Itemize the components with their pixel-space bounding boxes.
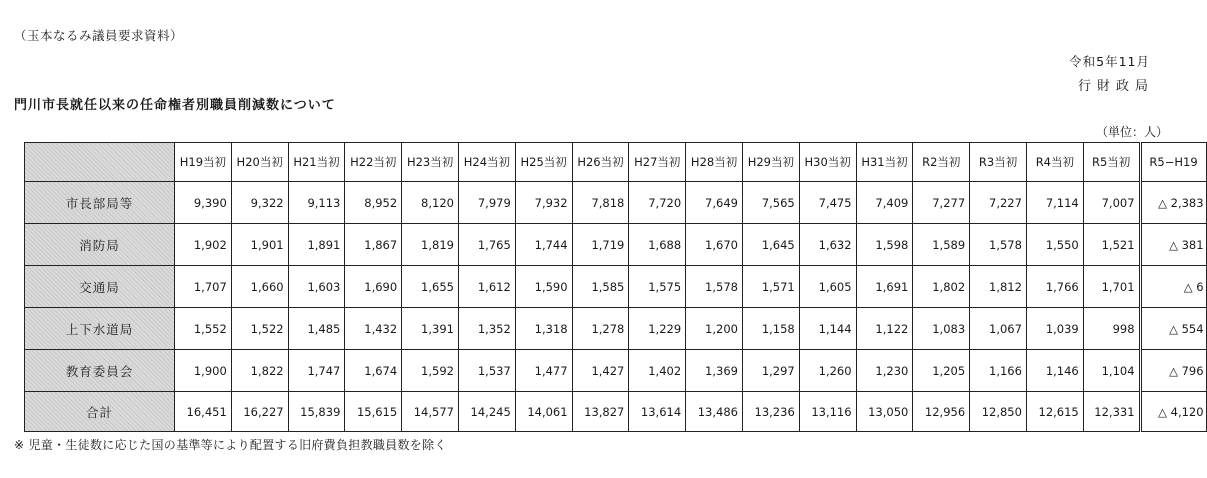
staff-count-cell: 1,701 bbox=[1083, 266, 1140, 308]
staff-count-cell: 13,827 bbox=[572, 392, 629, 432]
staff-count-cell: 7,475 bbox=[799, 182, 856, 224]
row-label: 教育委員会 bbox=[25, 350, 175, 392]
staff-count-cell: 12,956 bbox=[913, 392, 970, 432]
staff-count-cell: 1,655 bbox=[402, 266, 459, 308]
staff-count-cell: 7,277 bbox=[913, 182, 970, 224]
column-header-year: H29当初 bbox=[742, 143, 799, 182]
staff-count-cell: 7,818 bbox=[572, 182, 629, 224]
staff-count-cell: 1,812 bbox=[970, 266, 1027, 308]
staff-count-cell: 1,707 bbox=[175, 266, 232, 308]
row-label: 交通局 bbox=[25, 266, 175, 308]
table-corner-cell bbox=[25, 143, 175, 182]
staff-count-cell: 14,061 bbox=[515, 392, 572, 432]
column-header-year: H22当初 bbox=[345, 143, 402, 182]
staff-count-cell: 1,765 bbox=[458, 224, 515, 266]
staff-count-cell: 1,537 bbox=[458, 350, 515, 392]
column-header-year: H24当初 bbox=[458, 143, 515, 182]
staff-count-cell: 1,632 bbox=[799, 224, 856, 266]
column-header-year: H23当初 bbox=[402, 143, 459, 182]
staff-count-cell: 1,144 bbox=[799, 308, 856, 350]
column-header-year: R3当初 bbox=[970, 143, 1027, 182]
staff-count-cell: 1,230 bbox=[856, 350, 913, 392]
staff-count-cell: 15,615 bbox=[345, 392, 402, 432]
staff-count-cell: 1,589 bbox=[913, 224, 970, 266]
staff-count-cell: 7,565 bbox=[742, 182, 799, 224]
staff-count-cell: 7,409 bbox=[856, 182, 913, 224]
table-row bbox=[25, 266, 1207, 308]
table-total-row bbox=[25, 392, 1207, 432]
staff-count-cell: 1,598 bbox=[856, 224, 913, 266]
staff-count-cell: 1,766 bbox=[1026, 266, 1083, 308]
difference-cell: △ 381 bbox=[1140, 224, 1206, 266]
staff-count-cell: 1,690 bbox=[345, 266, 402, 308]
staff-count-cell: 8,120 bbox=[402, 182, 459, 224]
column-header-year: H25当初 bbox=[515, 143, 572, 182]
staff-count-cell: 7,649 bbox=[686, 182, 743, 224]
difference-cell: △ 554 bbox=[1140, 308, 1206, 350]
staff-count-cell: 13,236 bbox=[742, 392, 799, 432]
staff-count-cell: 1,902 bbox=[175, 224, 232, 266]
staff-count-cell: 1,585 bbox=[572, 266, 629, 308]
staff-count-cell: 1,674 bbox=[345, 350, 402, 392]
staff-count-cell: 998 bbox=[1083, 308, 1140, 350]
staff-count-cell: 1,391 bbox=[402, 308, 459, 350]
staff-count-cell: 1,427 bbox=[572, 350, 629, 392]
column-header-year: H21当初 bbox=[288, 143, 345, 182]
column-header-year: H26当初 bbox=[572, 143, 629, 182]
staff-count-cell: 1,521 bbox=[1083, 224, 1140, 266]
staff-count-cell: 1,744 bbox=[515, 224, 572, 266]
staff-count-cell: 8,952 bbox=[345, 182, 402, 224]
table-body bbox=[25, 182, 1207, 432]
row-label: 上下水道局 bbox=[25, 308, 175, 350]
staff-count-cell: 1,612 bbox=[458, 266, 515, 308]
staff-count-cell: 7,114 bbox=[1026, 182, 1083, 224]
department-name: 行財政局 bbox=[1077, 79, 1154, 94]
staff-count-cell: 1,603 bbox=[288, 266, 345, 308]
staff-count-cell: 1,578 bbox=[970, 224, 1027, 266]
staff-count-cell: 7,932 bbox=[515, 182, 572, 224]
difference-cell: △ 6 bbox=[1140, 266, 1206, 308]
staff-count-cell: 1,432 bbox=[345, 308, 402, 350]
document-title: 門川市長就任以来の任命権者別職員削減数について bbox=[14, 98, 336, 113]
column-header-difference: R5−H19 bbox=[1140, 143, 1206, 182]
staff-count-cell: 1,166 bbox=[970, 350, 1027, 392]
column-header-year: H20当初 bbox=[231, 143, 288, 182]
column-header-year: R5当初 bbox=[1083, 143, 1140, 182]
staff-count-cell: 1,901 bbox=[231, 224, 288, 266]
staff-count-cell: 1,575 bbox=[629, 266, 686, 308]
staff-count-cell: 13,486 bbox=[686, 392, 743, 432]
staff-count-cell: 1,200 bbox=[686, 308, 743, 350]
staff-count-cell: 1,402 bbox=[629, 350, 686, 392]
column-header-year: R4当初 bbox=[1026, 143, 1083, 182]
staff-count-cell: 1,067 bbox=[970, 308, 1027, 350]
staff-count-cell: 1,688 bbox=[629, 224, 686, 266]
request-note: （玉本なるみ議員要求資料） bbox=[14, 28, 184, 43]
staff-count-cell: 9,322 bbox=[231, 182, 288, 224]
staff-count-cell: 12,615 bbox=[1026, 392, 1083, 432]
staff-count-cell: 1,318 bbox=[515, 308, 572, 350]
staff-count-cell: 13,116 bbox=[799, 392, 856, 432]
staff-count-cell: 7,227 bbox=[970, 182, 1027, 224]
staff-count-cell: 1,485 bbox=[288, 308, 345, 350]
staff-count-cell: 1,670 bbox=[686, 224, 743, 266]
staff-count-cell: 1,260 bbox=[799, 350, 856, 392]
staff-count-cell: 12,850 bbox=[970, 392, 1027, 432]
staff-count-cell: 7,007 bbox=[1083, 182, 1140, 224]
staff-count-cell: 1,083 bbox=[913, 308, 970, 350]
staff-count-cell: 1,691 bbox=[856, 266, 913, 308]
staff-count-cell: 9,390 bbox=[175, 182, 232, 224]
footnote: ※ 児童・生徒数に応じた国の基準等により配置する旧府費負担教職員数を除く bbox=[14, 438, 447, 452]
staff-count-cell: 1,590 bbox=[515, 266, 572, 308]
staff-count-cell: 1,891 bbox=[288, 224, 345, 266]
staff-count-cell: 9,113 bbox=[288, 182, 345, 224]
table-row bbox=[25, 182, 1207, 224]
staff-count-cell: 1,552 bbox=[175, 308, 232, 350]
staff-count-cell: 13,050 bbox=[856, 392, 913, 432]
column-header-year: H28当初 bbox=[686, 143, 743, 182]
staff-count-cell: 1,550 bbox=[1026, 224, 1083, 266]
staff-count-cell: 14,245 bbox=[458, 392, 515, 432]
staff-count-cell: 1,900 bbox=[175, 350, 232, 392]
staff-count-cell: 1,146 bbox=[1026, 350, 1083, 392]
difference-cell: △ 796 bbox=[1140, 350, 1206, 392]
difference-cell: △ 4,120 bbox=[1140, 392, 1206, 432]
staff-count-cell: 1,104 bbox=[1083, 350, 1140, 392]
staff-count-cell: 1,297 bbox=[742, 350, 799, 392]
staff-count-cell: 1,822 bbox=[231, 350, 288, 392]
table-header-row bbox=[25, 143, 1207, 182]
row-label: 合計 bbox=[25, 392, 175, 432]
staff-count-cell: 1,039 bbox=[1026, 308, 1083, 350]
staff-count-cell: 16,451 bbox=[175, 392, 232, 432]
staff-count-cell: 1,205 bbox=[913, 350, 970, 392]
staff-count-cell: 7,979 bbox=[458, 182, 515, 224]
document-date: 令和5年11月 bbox=[1069, 54, 1150, 69]
staff-count-cell: 1,747 bbox=[288, 350, 345, 392]
staff-count-cell: 1,592 bbox=[402, 350, 459, 392]
staff-count-cell: 1,660 bbox=[231, 266, 288, 308]
column-header-year: R2当初 bbox=[913, 143, 970, 182]
staff-count-cell: 1,352 bbox=[458, 308, 515, 350]
staff-count-cell: 1,719 bbox=[572, 224, 629, 266]
column-header-year: H19当初 bbox=[175, 143, 232, 182]
staff-count-cell: 1,158 bbox=[742, 308, 799, 350]
table-row bbox=[25, 224, 1207, 266]
row-label: 市長部局等 bbox=[25, 182, 175, 224]
staff-count-cell: 1,477 bbox=[515, 350, 572, 392]
staff-count-cell: 1,645 bbox=[742, 224, 799, 266]
staff-count-cell: 1,278 bbox=[572, 308, 629, 350]
column-header-year: H27当初 bbox=[629, 143, 686, 182]
staff-count-cell: 1,229 bbox=[629, 308, 686, 350]
staff-count-cell: 13,614 bbox=[629, 392, 686, 432]
staff-count-cell: 1,122 bbox=[856, 308, 913, 350]
staff-count-cell: 1,867 bbox=[345, 224, 402, 266]
staff-count-cell: 1,605 bbox=[799, 266, 856, 308]
staff-count-cell: 1,571 bbox=[742, 266, 799, 308]
staff-count-cell: 7,720 bbox=[629, 182, 686, 224]
staff-count-cell: 1,369 bbox=[686, 350, 743, 392]
column-header-year: H31当初 bbox=[856, 143, 913, 182]
row-label: 消防局 bbox=[25, 224, 175, 266]
staff-count-cell: 14,577 bbox=[402, 392, 459, 432]
staff-count-cell: 1,819 bbox=[402, 224, 459, 266]
difference-cell: △ 2,383 bbox=[1140, 182, 1206, 224]
staff-reduction-table bbox=[24, 142, 1207, 432]
staff-count-cell: 1,578 bbox=[686, 266, 743, 308]
staff-count-cell: 1,522 bbox=[231, 308, 288, 350]
staff-count-cell: 16,227 bbox=[231, 392, 288, 432]
table-row bbox=[25, 308, 1207, 350]
table-row bbox=[25, 350, 1207, 392]
staff-count-cell: 1,802 bbox=[913, 266, 970, 308]
column-header-year: H30当初 bbox=[799, 143, 856, 182]
staff-count-cell: 15,839 bbox=[288, 392, 345, 432]
unit-label: （単位：人） bbox=[1095, 125, 1168, 139]
staff-count-cell: 12,331 bbox=[1083, 392, 1140, 432]
